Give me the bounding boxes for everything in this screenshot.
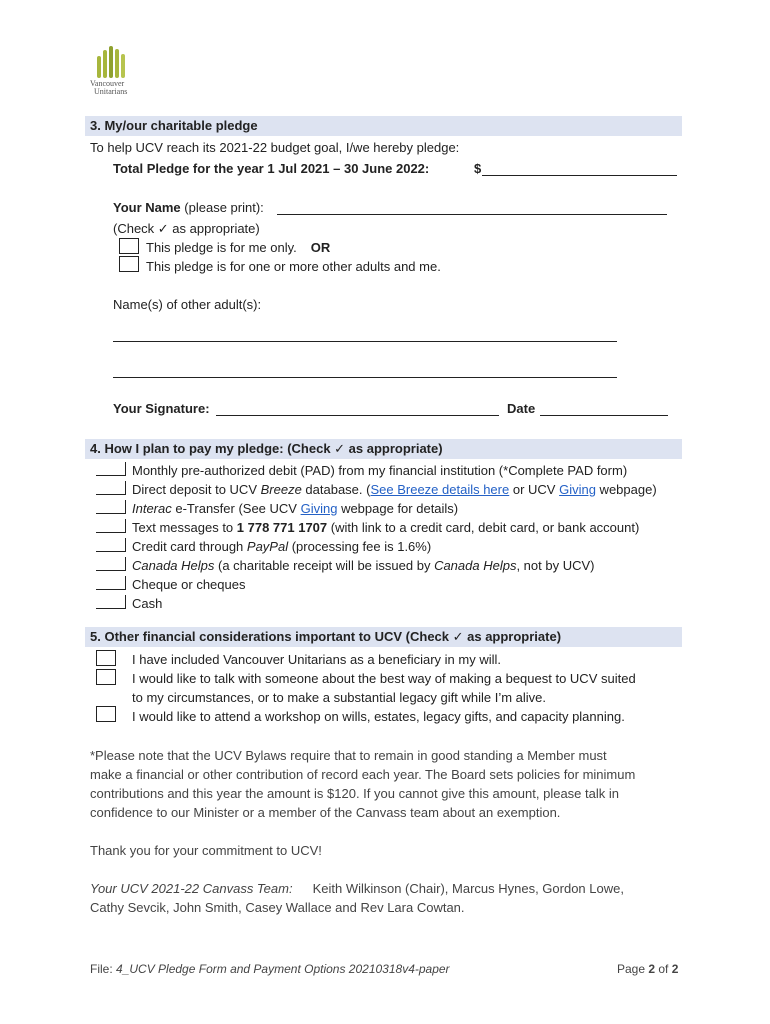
opt-pad: Monthly pre-authorized debit (PAD) from my financial institution (*Complete PAD form) [132, 463, 628, 478]
checkbox-cheque[interactable] [96, 576, 126, 590]
checkbox-pad[interactable] [96, 462, 126, 476]
text-post: (with link to a credit card, debit card, or bank account) [327, 520, 640, 535]
opt-others-label: This pledge is for one or more other adults and me. [146, 259, 441, 274]
checkbox-others[interactable] [119, 256, 139, 272]
check-instruction: (Check ✓ as appropriate) [113, 221, 260, 236]
ch-post: , not by UCV) [516, 558, 595, 573]
or-text: OR [310, 240, 331, 255]
note-line-2: make a financial or other contribution of record each year. The Board sets policies for minimum [90, 767, 636, 782]
your-name-label [113, 200, 264, 215]
date-label: Date [507, 401, 536, 416]
footer-file-name: 4_UCV Pledge Form and Payment Options 20210318v4-paper [116, 962, 450, 976]
ch-italic: Canada Helps [132, 558, 215, 573]
other-adults-field-1[interactable] [113, 341, 617, 342]
direct-or: or UCV [509, 482, 560, 497]
checkbox-bequest[interactable] [96, 669, 116, 685]
interac-mid: e-Transfer (See UCV [171, 501, 301, 516]
your-name-field[interactable] [277, 214, 667, 215]
opt-will: I have included Vancouver Unitarians as a beneficiary in my will. [132, 652, 501, 667]
ch-italic-2: Canada Helps [434, 558, 517, 573]
canvass-team-names-1: Keith Wilkinson (Chair), Marcus Hynes, Gordon Lowe, [312, 881, 624, 896]
thanks-text: Thank you for your commitment to UCV! [90, 843, 322, 858]
text-pre: Text messages to [132, 520, 237, 535]
note-line-4: confidence to our Minister or a member of the Canvass team about an exemption. [90, 805, 561, 820]
section3-heading: 3. My/our charitable pledge [90, 118, 258, 133]
opt-cheque: Cheque or cheques [132, 577, 246, 592]
direct-mid: database. ( [301, 482, 371, 497]
interac-post: webpage for details) [337, 501, 459, 516]
page-of: of [655, 962, 672, 976]
direct-breeze: Breeze [260, 482, 302, 497]
checkbox-interac[interactable] [96, 500, 126, 514]
checkbox-credit-card[interactable] [96, 538, 126, 552]
checkbox-canada-helps[interactable] [96, 557, 126, 571]
page-number: 2 [648, 962, 656, 976]
dollar-sign: $ [474, 161, 482, 176]
canvass-team-label: Your UCV 2021-22 Canvass Team: [90, 881, 293, 896]
section5-heading: 5. Other financial considerations important to UCV (Check ✓ as appropriate) [90, 629, 562, 644]
direct-pre: Direct deposit to UCV [132, 482, 261, 497]
checkbox-me-only[interactable] [119, 238, 139, 254]
total-pledge-label: Total Pledge for the year 1 Jul 2021 – 30 June 2022: [113, 161, 430, 176]
total-pledge-field[interactable] [482, 175, 677, 176]
canvass-team-line-1 [90, 881, 624, 896]
opt-me-only-label [146, 240, 330, 255]
logo-text-line1: Vancouver [90, 79, 125, 88]
signature-field[interactable] [216, 415, 499, 416]
ch-mid: (a charitable receipt will be issued by [214, 558, 435, 573]
checkbox-text[interactable] [96, 519, 126, 533]
note-line-3: contributions and this year the amount is $120. If you cannot give this amount, please talk in [90, 786, 619, 801]
giving-link[interactable]: Giving [559, 482, 596, 497]
ucv-logo [90, 44, 140, 100]
footer-page [617, 962, 678, 976]
opt-text [132, 520, 639, 535]
canvass-team-line-2: Cathy Sevcik, John Smith, Casey Wallace and Rev Lara Cowtan. [90, 900, 465, 915]
footer-file-label: File: [90, 962, 117, 976]
note-line-1: *Please note that the UCV Bylaws require that to remain in good standing a Member must [90, 748, 607, 763]
cc-paypal: PayPal [246, 539, 289, 554]
opt-me-only-text: This pledge is for me only. [146, 240, 297, 255]
direct-post: webpage) [595, 482, 657, 497]
checkbox-workshop[interactable] [96, 706, 116, 722]
ucv-logo-mark [90, 44, 140, 80]
opt-interac [132, 501, 458, 516]
checkbox-direct-deposit[interactable] [96, 481, 126, 495]
opt-cash: Cash [132, 596, 163, 611]
text-number: 1 778 771 1707 [236, 520, 328, 535]
your-name-label-bold: Your Name [113, 200, 181, 215]
date-field[interactable] [540, 415, 668, 416]
opt-direct-deposit [132, 482, 657, 497]
opt-canada-helps [132, 558, 594, 573]
interac-italic: Interac [132, 501, 172, 516]
cc-pre: Credit card through [132, 539, 247, 554]
signature-label: Your Signature: [113, 401, 210, 416]
interac-giving-link[interactable]: Giving [300, 501, 338, 516]
other-adults-label: Name(s) of other adult(s): [113, 297, 262, 312]
opt-bequest-2: to my circumstances, or to make a substantial legacy gift while I’m alive. [132, 690, 546, 705]
bylaws-note [90, 746, 680, 822]
footer-file [90, 962, 450, 976]
opt-credit-card [132, 539, 431, 554]
opt-workshop: I would like to attend a workshop on wills, estates, legacy gifts, and capacity planning. [132, 709, 625, 724]
section4-heading: 4. How I plan to pay my pledge: (Check ✓ as appropriate) [90, 441, 443, 456]
your-name-hint: (please print): [180, 200, 264, 215]
checkbox-will[interactable] [96, 650, 116, 666]
section3-intro: To help UCV reach its 2021-22 budget goal, I/we hereby pledge: [90, 140, 460, 155]
page-total: 2 [671, 962, 679, 976]
opt-bequest-1: I would like to talk with someone about the best way of making a bequest to UCV suited [132, 671, 636, 686]
checkbox-cash[interactable] [96, 595, 126, 609]
cc-post: (processing fee is 1.6%) [288, 539, 432, 554]
breeze-details-link[interactable]: See Breeze details here [370, 482, 510, 497]
other-adults-field-2[interactable] [113, 377, 617, 378]
logo-text-line2: Unitarians [94, 87, 128, 96]
page-word: Page [617, 962, 649, 976]
